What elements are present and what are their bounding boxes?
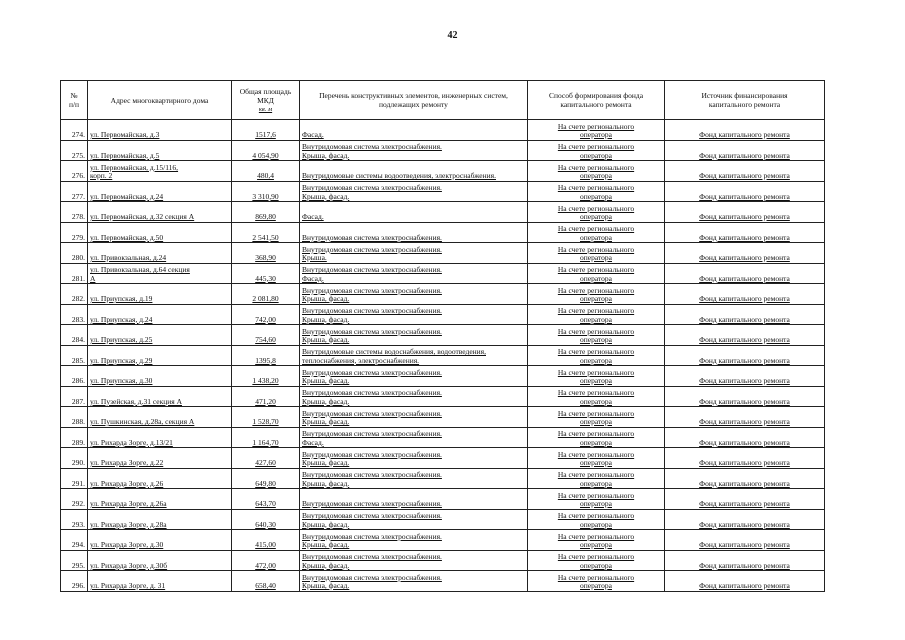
row-number-cell: 290. (61, 448, 88, 469)
table-row (61, 407, 825, 428)
works-cell: Фасад. (300, 120, 528, 141)
works-cell: Внутридомовая система электроснабжения. (300, 489, 528, 510)
table-header-row (61, 81, 825, 120)
row-number-cell: 294. (61, 530, 88, 551)
works-cell: Фасад. (300, 202, 528, 223)
repair-program-table (60, 80, 825, 592)
source-cell: Фонд капитального ремонта (665, 325, 825, 346)
row-number-cell: 279. (61, 222, 88, 243)
source-cell: Фонд капитального ремонта (665, 140, 825, 161)
address-cell: ул. Первомайская, д.50 (88, 222, 232, 243)
row-number-cell: 287. (61, 386, 88, 407)
method-cell: На счете регионального оператора (528, 325, 665, 346)
method-cell: На счете регионального оператора (528, 468, 665, 489)
address-cell: ул. Рихарда Зорге, д.26 (88, 468, 232, 489)
works-cell: Внутридомовая система электроснабжения. Крыша, фасад. (300, 386, 528, 407)
table-row (61, 468, 825, 489)
address-cell: ул. Приупская, д.24 (88, 304, 232, 325)
table-row (61, 304, 825, 325)
method-cell: На счете регионального оператора (528, 345, 665, 366)
address-cell: ул. Рихарда Зорге, д.22 (88, 448, 232, 469)
header-area: Общая площадь МКД кв. м (232, 81, 300, 120)
table-row (61, 489, 825, 510)
row-number-cell: 293. (61, 509, 88, 530)
area-cell: 2 081,80 (232, 284, 300, 305)
table-row (61, 202, 825, 223)
row-number-cell: 278. (61, 202, 88, 223)
source-cell: Фонд капитального ремонта (665, 181, 825, 202)
address-cell: ул. Первомайская, д.15/116, корп. 2 (88, 161, 232, 182)
area-cell: 1 438,20 (232, 366, 300, 387)
area-cell: 754,60 (232, 325, 300, 346)
method-cell: На счете регионального оператора (528, 407, 665, 428)
works-cell: Внутридомовая система электроснабжения. Крыша, фасад. (300, 181, 528, 202)
page-number: 42 (447, 30, 458, 41)
row-number-cell: 282. (61, 284, 88, 305)
works-cell: Внутридомовая система электроснабжения. Крыша, фасад. (300, 284, 528, 305)
area-cell: 649,80 (232, 468, 300, 489)
method-cell: На счете регионального оператора (528, 427, 665, 448)
row-number-cell: 292. (61, 489, 88, 510)
works-cell: Внутридомовая система электроснабжения. Крыша. (300, 243, 528, 264)
row-number-cell: 284. (61, 325, 88, 346)
table-row (61, 222, 825, 243)
works-cell: Внутридомовая система электроснабжения. Крыша, фасад. (300, 304, 528, 325)
source-cell: Фонд капитального ремонта (665, 489, 825, 510)
area-cell: 1 164,70 (232, 427, 300, 448)
table-row (61, 530, 825, 551)
header-source: Источник финансирования капитального ремонта (665, 81, 825, 120)
address-cell: ул. Пузейская, д.31 секция А (88, 386, 232, 407)
area-cell: 445,30 (232, 263, 300, 284)
table-row (61, 448, 825, 469)
works-cell: Внутридомовая система электроснабжения. Крыша, фасад. (300, 407, 528, 428)
header-num: № п/п (61, 81, 88, 120)
source-cell: Фонд капитального ремонта (665, 509, 825, 530)
row-number-cell: 291. (61, 468, 88, 489)
area-cell: 471,20 (232, 386, 300, 407)
row-number-cell: 288. (61, 407, 88, 428)
table-row (61, 571, 825, 592)
source-cell: Фонд капитального ремонта (665, 284, 825, 305)
area-cell: 869,80 (232, 202, 300, 223)
method-cell: На счете регионального оператора (528, 243, 665, 264)
area-cell: 368,90 (232, 243, 300, 264)
source-cell: Фонд капитального ремонта (665, 448, 825, 469)
method-cell: На счете регионального оператора (528, 571, 665, 592)
area-cell: 2 541,50 (232, 222, 300, 243)
header-method: Способ формирования фонда капитального ремонта (528, 81, 665, 120)
row-number-cell: 274. (61, 120, 88, 141)
works-cell: Внутридомовая система электроснабжения. Крыша, фасад. (300, 448, 528, 469)
source-cell: Фонд капитального ремонта (665, 202, 825, 223)
source-cell: Фонд капитального ремонта (665, 263, 825, 284)
table-row (61, 284, 825, 305)
table-row (61, 509, 825, 530)
method-cell: На счете регионального оператора (528, 181, 665, 202)
area-cell: 643,70 (232, 489, 300, 510)
table-row (61, 427, 825, 448)
method-cell: На счете регионального оператора (528, 386, 665, 407)
source-cell: Фонд капитального ремонта (665, 468, 825, 489)
source-cell: Фонд капитального ремонта (665, 243, 825, 264)
address-cell: ул. Привокзальная, д.64 секция А (88, 263, 232, 284)
area-cell: 658,40 (232, 571, 300, 592)
works-cell: Внутридомовая система электроснабжения. Фасад. (300, 427, 528, 448)
source-cell: Фонд капитального ремонта (665, 550, 825, 571)
method-cell: На счете регионального оператора (528, 366, 665, 387)
area-cell: 4 054,90 (232, 140, 300, 161)
table-row (61, 161, 825, 182)
row-number-cell: 283. (61, 304, 88, 325)
address-cell: ул. Рихарда Зорге, д.30 (88, 530, 232, 551)
address-cell: ул. Пушкинская, д.28а, секция А (88, 407, 232, 428)
row-number-cell: 275. (61, 140, 88, 161)
area-cell: 427,60 (232, 448, 300, 469)
table-row (61, 120, 825, 141)
area-cell: 640,30 (232, 509, 300, 530)
method-cell: На счете регионального оператора (528, 530, 665, 551)
table-row (61, 140, 825, 161)
method-cell: На счете регионального оператора (528, 489, 665, 510)
address-cell: ул. Рихарда Зорге, д.28а (88, 509, 232, 530)
works-cell: Внутридомовые системы водоснабжения, водоотведения, теплоснабжения, электроснабжения. (300, 345, 528, 366)
works-cell: Внутридомовая система электроснабжения. Крыша, фасад. (300, 550, 528, 571)
method-cell: На счете регионального оператора (528, 284, 665, 305)
row-number-cell: 277. (61, 181, 88, 202)
works-cell: Внутридомовые системы водоотведения, электроснабжения. (300, 161, 528, 182)
area-cell: 3 310,90 (232, 181, 300, 202)
source-cell: Фонд капитального ремонта (665, 366, 825, 387)
method-cell: На счете регионального оператора (528, 140, 665, 161)
area-cell: 480,4 (232, 161, 300, 182)
method-cell: На счете регионального оператора (528, 161, 665, 182)
table-row (61, 243, 825, 264)
table-body (61, 120, 825, 592)
header-works: Перечень конструктивных элементов, инженерных систем, подлежащих ремонту (300, 81, 528, 120)
works-cell: Внутридомовая система электроснабжения. Крыша, фасад. (300, 571, 528, 592)
row-number-cell: 285. (61, 345, 88, 366)
area-cell: 472,00 (232, 550, 300, 571)
address-cell: ул. Привокзальная, д.24 (88, 243, 232, 264)
source-cell: Фонд капитального ремонта (665, 407, 825, 428)
row-number-cell: 280. (61, 243, 88, 264)
table-row (61, 345, 825, 366)
works-cell: Внутридомовая система электроснабжения. Крыша, фасад. (300, 366, 528, 387)
address-cell: ул. Первомайская, д.24 (88, 181, 232, 202)
method-cell: На счете регионального оператора (528, 222, 665, 243)
source-cell: Фонд капитального ремонта (665, 571, 825, 592)
source-cell: Фонд капитального ремонта (665, 386, 825, 407)
table-row (61, 550, 825, 571)
area-cell: 742,00 (232, 304, 300, 325)
address-cell: ул. Первомайская, д.32 секция А (88, 202, 232, 223)
address-cell: ул. Рихарда Зорге, д. 31 (88, 571, 232, 592)
method-cell: На счете регионального оператора (528, 304, 665, 325)
method-cell: На счете регионального оператора (528, 509, 665, 530)
works-cell: Внутридомовая система электроснабжения. Крыша, фасад. (300, 325, 528, 346)
works-cell: Внутридомовая система электроснабжения. Крыша, фасад. (300, 468, 528, 489)
method-cell: На счете регионального оператора (528, 202, 665, 223)
row-number-cell: 286. (61, 366, 88, 387)
works-cell: Внутридомовая система электроснабжения. (300, 222, 528, 243)
row-number-cell: 289. (61, 427, 88, 448)
area-cell: 415,00 (232, 530, 300, 551)
table-row (61, 325, 825, 346)
works-cell: Внутридомовая система электроснабжения. Фасад. (300, 263, 528, 284)
header-area-unit: кв. м (258, 105, 273, 113)
method-cell: На счете регионального оператора (528, 120, 665, 141)
address-cell: ул. Приупская, д.29 (88, 345, 232, 366)
source-cell: Фонд капитального ремонта (665, 120, 825, 141)
address-cell: ул. Приупская, д.19 (88, 284, 232, 305)
address-cell: ул. Первомайская, д.5 (88, 140, 232, 161)
works-cell: Внутридомовая система электроснабжения. Крыша, фасад. (300, 530, 528, 551)
area-cell: 1517,6 (232, 120, 300, 141)
area-cell: 1 528,70 (232, 407, 300, 428)
address-cell: ул. Первомайская, д.3 (88, 120, 232, 141)
source-cell: Фонд капитального ремонта (665, 222, 825, 243)
source-cell: Фонд капитального ремонта (665, 345, 825, 366)
table-row (61, 366, 825, 387)
header-address: Адрес многоквартирного дома (88, 81, 232, 120)
address-cell: ул. Приупская, д.25 (88, 325, 232, 346)
source-cell: Фонд капитального ремонта (665, 427, 825, 448)
table-row (61, 263, 825, 284)
row-number-cell: 296. (61, 571, 88, 592)
address-cell: ул. Рихарда Зорге, д.13/21 (88, 427, 232, 448)
area-cell: 1395,8 (232, 345, 300, 366)
row-number-cell: 276. (61, 161, 88, 182)
works-cell: Внутридомовая система электроснабжения. Крыша, фасад. (300, 509, 528, 530)
source-cell: Фонд капитального ремонта (665, 304, 825, 325)
method-cell: На счете регионального оператора (528, 448, 665, 469)
row-number-cell: 295. (61, 550, 88, 571)
table-row (61, 181, 825, 202)
source-cell: Фонд капитального ремонта (665, 530, 825, 551)
address-cell: ул. Приупская, д.30 (88, 366, 232, 387)
works-cell: Внутридомовая система электроснабжения. Крыша, фасад. (300, 140, 528, 161)
method-cell: На счете регионального оператора (528, 550, 665, 571)
address-cell: ул. Рихарда Зорге, д.30б (88, 550, 232, 571)
method-cell: На счете регионального оператора (528, 263, 665, 284)
address-cell: ул. Рихарда Зорге, д.26а (88, 489, 232, 510)
row-number-cell: 281. (61, 263, 88, 284)
source-cell: Фонд капитального ремонта (665, 161, 825, 182)
table-row (61, 386, 825, 407)
